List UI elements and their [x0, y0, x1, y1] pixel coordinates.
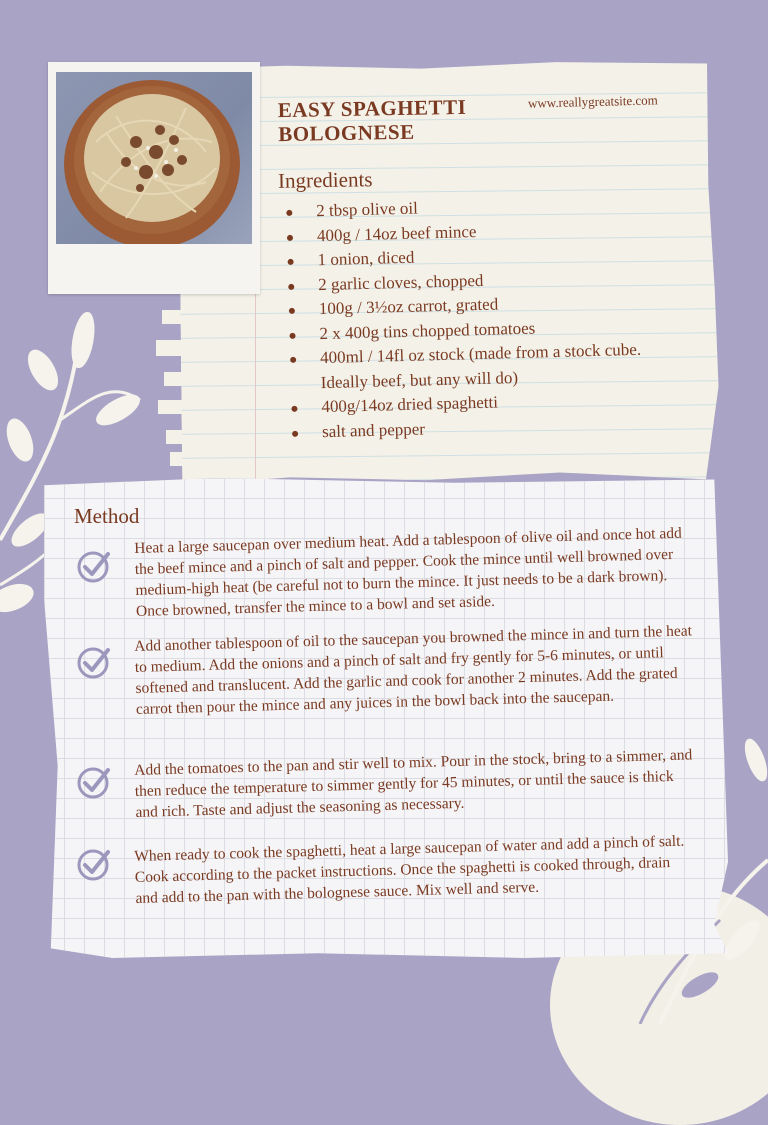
check-circle-icon	[76, 644, 112, 680]
bullet-dot-icon	[288, 259, 294, 265]
method-step: Add another tablespoon of oil to the saucepan you browned the mince in and turn the heat to medium. Add the onions and a pinch of salt and fry gently for 5-6 minutes, or until softened and translucent. Add the garlic and cook for another 2 minutes. Add the grated carrot then pour the mince and any juices in the bowl back into the saucepan.	[134, 622, 693, 718]
ingredient-text: salt and pepper	[321, 418, 426, 441]
spaghetti-bolognese-photo	[56, 72, 252, 244]
bullet-dot-icon	[287, 234, 293, 240]
method-step: When ready to cook the spaghetti, heat a large saucepan of water and add a pinch of salt. Cook according to the packet instructions. Once the spaghetti is cooked through, drain and add to the pan with the bolognese sauce. Mix well and serve.	[134, 832, 685, 907]
ingredient-text: 1 onion, diced	[317, 247, 415, 270]
bullet-dot-icon	[289, 332, 295, 338]
ingredients-heading: Ingredients	[277, 167, 373, 193]
recipe-title-line1: EASY SPAGHETTI	[277, 94, 467, 123]
method-step: Add the tomatoes to the pan and stir well to mix. Pour in the stock, bring to a simmer, and then reduce the temperature to simmer gently for 45 minutes, or until the sauce is thick and rich. Taste and adjust the seasoning as necessary.	[134, 746, 693, 821]
check-circle-icon	[76, 548, 112, 584]
ingredient-text: 2 garlic cloves, chopped	[317, 270, 484, 294]
bullet-dot-icon	[286, 210, 292, 216]
ingredient-text: 400ml / 14fl oz stock (made from a stock cube.	[319, 339, 642, 368]
bullet-dot-icon	[290, 357, 296, 363]
bullet-dot-icon	[291, 406, 297, 412]
recipe-title	[278, 94, 519, 146]
method-heading: Method	[74, 504, 140, 528]
website-link[interactable]: www.reallygreatsite.com	[527, 92, 659, 111]
bullet-dot-icon	[292, 430, 298, 436]
ingredient-text: 2 tbsp olive oil	[316, 198, 419, 221]
check-circle-icon	[76, 764, 112, 800]
ingredient-text: 100g / 3½oz carrot, grated	[318, 294, 499, 319]
check-circle-icon	[76, 846, 112, 882]
recipe-title-line2: BOLOGNESE	[278, 119, 415, 147]
method-step: Heat a large saucepan over medium heat. Add a tablespoon of olive oil and once hot add the beef mince and a pinch of salt and pepper. Cook the mince until well browned over medium-high heat (be careful not to burn the mince. It just needs to be a dark brown). Once browned, transfer the mince to a bowl and set aside.	[134, 524, 682, 620]
bullet-dot-icon	[288, 283, 294, 289]
ingredient-text: 400g / 14oz beef mince	[316, 221, 477, 245]
ingredient-text-continued: Ideally beef, but any will do)	[320, 367, 519, 392]
bullet-dot-icon	[289, 308, 295, 314]
ingredients-list	[286, 189, 712, 445]
ingredient-text: 400g/14oz dried spaghetti	[321, 392, 499, 417]
ingredient-text: 2 x 400g tins chopped tomatoes	[319, 318, 536, 343]
polaroid-photo-frame	[48, 62, 260, 294]
